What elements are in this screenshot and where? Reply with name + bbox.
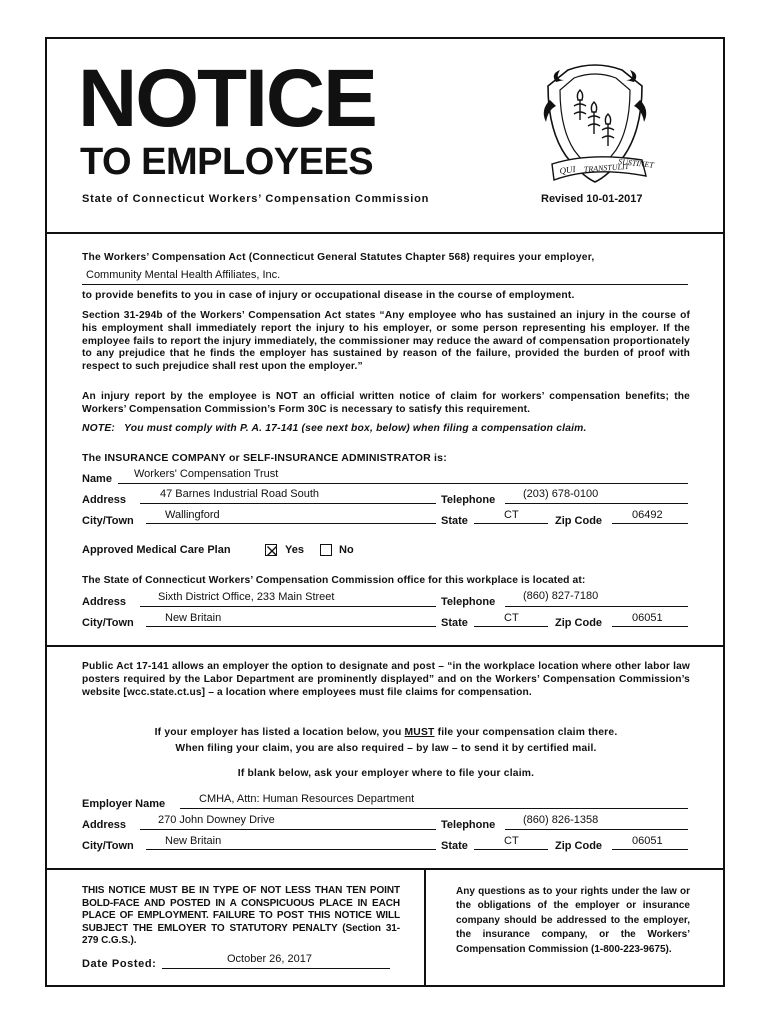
title-to-employees: TO EMPLOYEES xyxy=(80,141,374,183)
note-text: NOTE: You must comply with P. A. 17-141 (see next box, below) when filing a compensation claim. xyxy=(82,423,587,434)
date-posted-underline xyxy=(162,968,390,969)
section-31-294b-text xyxy=(82,310,690,374)
insurer-zip-value: 06492 xyxy=(632,509,663,521)
svg-text:SUSTINET: SUSTINET xyxy=(617,157,655,170)
medical-plan-no-label: No xyxy=(339,544,354,556)
insurer-zip-underline xyxy=(612,523,688,524)
insurer-address-underline xyxy=(140,503,436,504)
divider-header xyxy=(45,232,725,234)
svg-text:QUI: QUI xyxy=(558,163,577,176)
must-word: MUST xyxy=(404,727,435,738)
insurer-name-value: Workers' Compensation Trust xyxy=(134,468,279,480)
section-text: Section 31-294b of the Workers’ Compensation Act states “Any employee who has sustained an injury in the course of his employment shall immediately report the injury to his employer, or some person representing his employer. If the employee fails to report the injury immediately, the commissioner may reduce the award of compensation proportionately to any prejudice that he finds the employer has sustained by reason of the failure, provided the burden of proof with respect to such prejudice shall rest upon the employer.” xyxy=(82,310,690,373)
insurer-telephone-underline xyxy=(505,503,688,504)
date-posted-label: Date Posted: xyxy=(82,958,157,970)
divider-footer xyxy=(45,868,725,870)
insurer-state-underline xyxy=(474,523,548,524)
posting-requirement-text: THIS NOTICE MUST BE IN TYPE OF NOT LESS THAN TEN POINT BOLD-FACE AND POSTED IN A CONSPICUOUS PLACE IN EACH PLACE OF EMPLOYMENT. FAILURE TO POST THIS NOTICE WILL SUBJECT THE EMLOYER TO STATUTORY PENALTY (Section 31-279 C.G.S.). xyxy=(82,885,400,946)
employer-city-value: New Britain xyxy=(165,835,222,847)
date-posted-value: October 26, 2017 xyxy=(227,953,313,965)
blank-below-line: If blank below, ask your employer where to file your claim. xyxy=(237,768,535,779)
employer-name-underline xyxy=(82,284,688,285)
insurer-zip-label: Zip Code xyxy=(555,515,603,527)
public-act-text xyxy=(82,661,690,699)
report-text: An injury report by the employee is NOT an official written notice of claim for workers’ compensation benefits; the Workers’ Compensation Commission’s Form 30C is necessary to satisfy this requirement. xyxy=(82,391,690,415)
commission-office-heading: The State of Connecticut Workers’ Compensation Commission office for this workplace is located at: xyxy=(82,575,586,586)
must-file-line xyxy=(82,727,690,738)
employer-state-underline xyxy=(474,849,548,850)
employer-name-label: Employer Name xyxy=(82,798,166,810)
employer-city-label: City/Town xyxy=(82,840,134,852)
medical-plan-label: Approved Medical Care Plan xyxy=(82,544,231,556)
employer-zip-value: 06051 xyxy=(632,835,663,847)
medical-plan-no-checkbox[interactable] xyxy=(320,544,332,556)
intro-line-2: to provide benefits to you in case of injury or occupational disease in the course of employment. xyxy=(82,290,575,301)
revised-date: Revised 10-01-2017 xyxy=(541,193,643,205)
insurer-telephone-value: (203) 678-0100 xyxy=(523,488,599,500)
insurer-telephone-label: Telephone xyxy=(441,494,496,506)
insurer-city-label: City/Town xyxy=(82,515,134,527)
medical-plan-yes-checkbox[interactable] xyxy=(265,544,277,556)
employer-name-value: Community Mental Health Affiliates, Inc. xyxy=(86,269,281,281)
employer-telephone-value: (860) 826-1358 xyxy=(523,814,599,826)
insurer-name-label: Name xyxy=(82,473,112,485)
must-file-pre: If your employer has listed a location below, you xyxy=(154,727,405,738)
employer-address-label: Address xyxy=(82,819,127,831)
employer-state-value: CT xyxy=(504,835,519,847)
svg-text:TRANSTULIT: TRANSTULIT xyxy=(583,161,630,174)
office-state-value: CT xyxy=(504,612,519,624)
medical-plan-yes-label: Yes xyxy=(285,544,304,556)
divider-footer-vertical xyxy=(424,868,426,987)
agency-name: State of Connecticut Workers’ Compensation Commission xyxy=(82,193,430,205)
certified-mail-line: When filing your claim, you are also required – by law – to send it by certified mail. xyxy=(175,743,597,754)
employer-city-underline xyxy=(146,849,436,850)
office-address-underline xyxy=(140,606,436,607)
office-address-label: Address xyxy=(82,596,127,608)
employer-location-name-value: CMHA, Attn: Human Resources Department xyxy=(199,793,415,805)
employer-telephone-underline xyxy=(505,829,688,830)
employer-telephone-label: Telephone xyxy=(441,819,496,831)
office-zip-label: Zip Code xyxy=(555,617,603,629)
insurer-name-underline xyxy=(118,483,688,484)
employer-location-name-underline xyxy=(180,808,688,809)
office-city-underline xyxy=(146,626,436,627)
employer-zip-label: Zip Code xyxy=(555,840,603,852)
title-notice: NOTICE xyxy=(78,53,376,144)
employer-state-label: State xyxy=(441,840,468,852)
office-address-value: Sixth District Office, 233 Main Street xyxy=(158,591,335,603)
must-file-post: file your compensation claim there. xyxy=(434,727,618,738)
employer-address-value: 270 John Downey Drive xyxy=(158,814,275,826)
office-city-value: New Britain xyxy=(165,612,222,624)
insurer-city-underline xyxy=(146,523,436,524)
office-telephone-underline xyxy=(505,606,688,607)
office-telephone-value: (860) 827-7180 xyxy=(523,590,599,602)
insurer-city-value: Wallingford xyxy=(165,509,220,521)
connecticut-seal-icon xyxy=(530,60,660,190)
questions-text: Any questions as to your rights under the law or the obligations of the employer or insurance company should be addressed to the employer, the insurance company, or the Workers’ Compensation Commission (1-800-223-9675). xyxy=(456,886,690,955)
office-state-underline xyxy=(474,626,548,627)
insurer-state-value: CT xyxy=(504,509,519,521)
insurer-address-value: 47 Barnes Industrial Road South xyxy=(160,488,319,500)
insurer-heading: The INSURANCE COMPANY or SELF-INSURANCE ADMINISTRATOR is: xyxy=(82,452,447,464)
office-state-label: State xyxy=(441,617,468,629)
intro-line-1: The Workers’ Compensation Act (Connecticut General Statutes Chapter 568) requires your employer, xyxy=(82,252,595,263)
office-city-label: City/Town xyxy=(82,617,134,629)
insurer-state-label: State xyxy=(441,515,468,527)
divider-public-act xyxy=(45,645,725,647)
public-act-paragraph: Public Act 17-141 allows an employer the option to designate and post – “in the workplace location where other labor law posters required by the Labor Department are prominently displayed” and on the Workers’ Compensation Commission’s website [wcc.state.ct.us] – a location where employees must file claims for compensation. xyxy=(82,661,690,698)
office-zip-underline xyxy=(612,626,688,627)
employer-zip-underline xyxy=(612,849,688,850)
injury-report-text xyxy=(82,391,690,417)
employer-address-underline xyxy=(140,829,436,830)
office-telephone-label: Telephone xyxy=(441,596,496,608)
office-zip-value: 06051 xyxy=(632,612,663,624)
insurer-address-label: Address xyxy=(82,494,127,506)
